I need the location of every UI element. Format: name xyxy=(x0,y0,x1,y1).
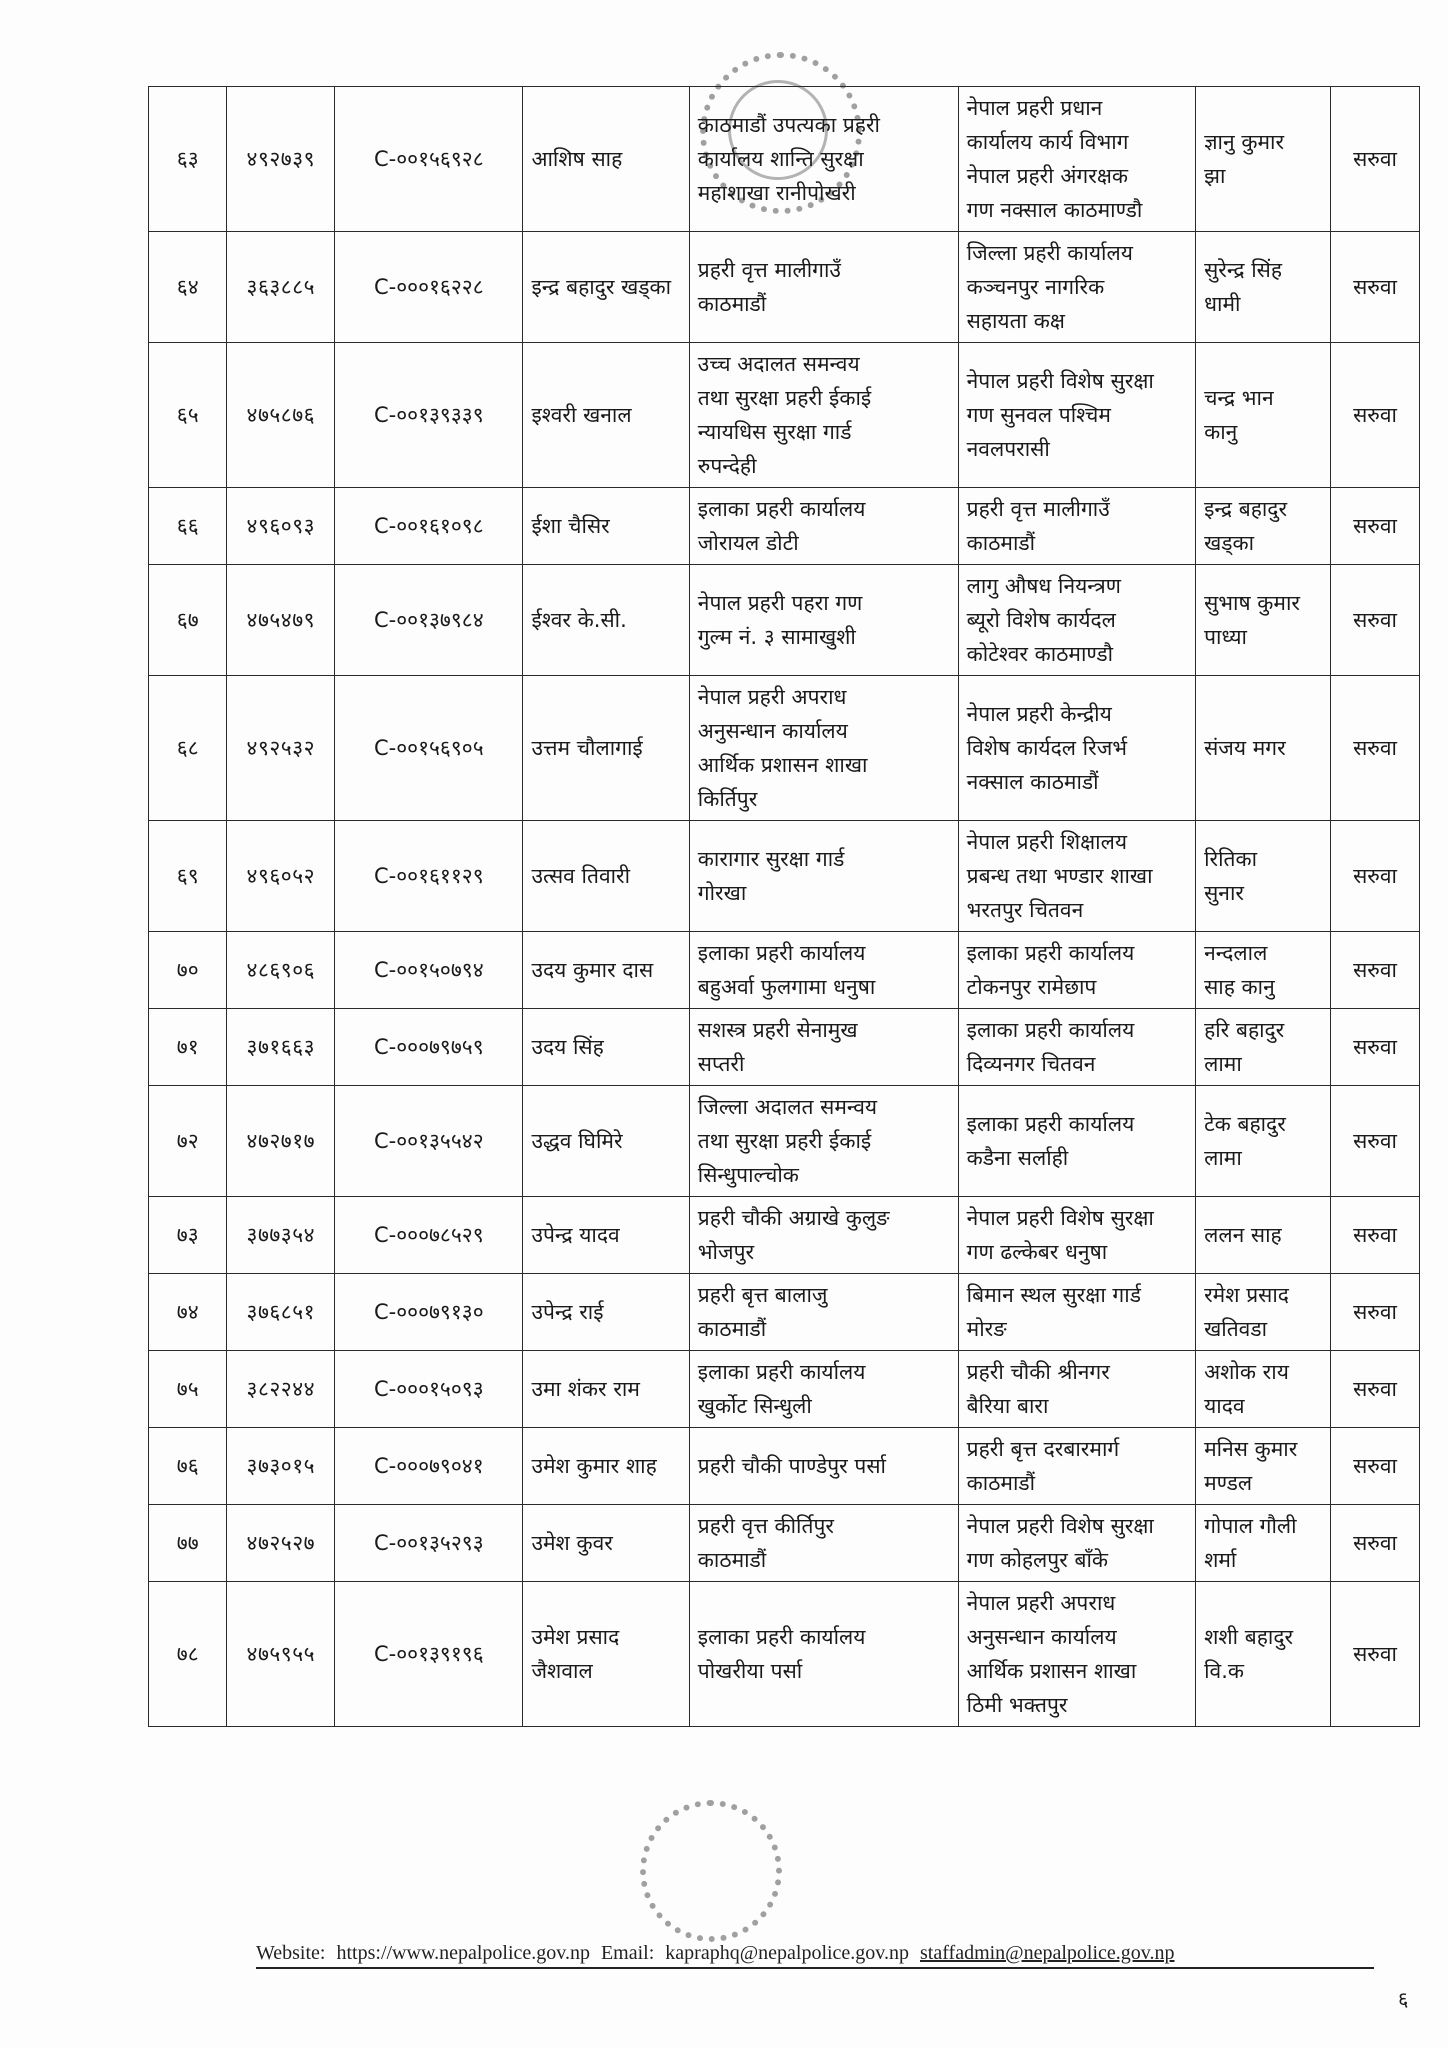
transfer-office-cell xyxy=(958,565,1195,676)
serial-number-cell xyxy=(149,1351,227,1428)
current-office-cell-text: प्रहरी बृत्त बालाजु काठमाडौं xyxy=(697,1283,828,1341)
email-label: Email: xyxy=(600,1942,655,1964)
employee-id-cell xyxy=(227,1505,335,1582)
employee-id-cell-text: ४९२७३९ xyxy=(246,147,316,171)
action-type-cell xyxy=(1331,232,1420,343)
staff-code-cell xyxy=(335,343,523,488)
staff-code-cell-text: C-०००७९७५९ xyxy=(374,1035,484,1059)
serial-number-cell-text: ६४ xyxy=(176,275,199,299)
name-cell xyxy=(523,1086,689,1197)
name-cell xyxy=(523,821,689,932)
serial-number-cell xyxy=(149,565,227,676)
staff-code-cell-text: C-००१३९१९६ xyxy=(374,1642,484,1666)
replacement-cell-text: नन्दलाल साह कानु xyxy=(1204,941,1275,999)
table-row xyxy=(149,488,1420,565)
current-office-cell xyxy=(689,343,958,488)
action-type-cell-text: सरुवा xyxy=(1353,1642,1397,1666)
employee-id-cell-text: ३८२२४४ xyxy=(246,1377,316,1401)
staff-code-cell-text: C-०००१५०९३ xyxy=(374,1377,484,1401)
action-type-cell-text: सरुवा xyxy=(1353,514,1397,538)
table-row xyxy=(149,1428,1420,1505)
employee-id-cell-text: ३७६८५१ xyxy=(246,1300,316,1324)
current-office-cell-text: सशस्त्र प्रहरी सेनामुख सप्तरी xyxy=(697,1018,858,1076)
name-cell xyxy=(523,1428,689,1505)
replacement-cell xyxy=(1196,821,1331,932)
transfer-office-cell-text: प्रहरी चौकी श्रीनगर बैरिया बारा xyxy=(966,1360,1110,1418)
name-cell-text: उद्धव घिमिरे xyxy=(531,1129,623,1153)
staff-code-cell-text: C-००१६११२९ xyxy=(374,864,484,888)
staff-code-cell xyxy=(335,821,523,932)
replacement-cell-text: गोपाल गौली शर्मा xyxy=(1204,1514,1297,1572)
staff-code-cell xyxy=(335,676,523,821)
action-type-cell-text: सरुवा xyxy=(1353,608,1397,632)
current-office-cell xyxy=(689,488,958,565)
employee-id-cell-text: ४७२७१७ xyxy=(246,1129,316,1153)
staff-code-cell xyxy=(335,488,523,565)
table-row xyxy=(149,1197,1420,1274)
name-cell-text: उदय सिंह xyxy=(531,1035,604,1059)
name-cell-text: इश्वरी खनाल xyxy=(531,403,632,427)
staff-code-cell-text: C-००१३५२९३ xyxy=(374,1531,484,1555)
transfer-office-cell-text: नेपाल प्रहरी केन्द्रीय विशेष कार्यदल रिजर्भ नक्साल काठमाडौं xyxy=(966,702,1128,794)
replacement-cell-text: शशी बहादुर वि.क xyxy=(1204,1625,1294,1683)
employee-id-cell xyxy=(227,488,335,565)
employee-id-cell-text: ४७५४७९ xyxy=(246,608,316,632)
current-office-cell xyxy=(689,676,958,821)
employee-id-cell-text: ३७१६६३ xyxy=(246,1035,316,1059)
action-type-cell xyxy=(1331,87,1420,232)
staff-code-cell-text: C-००१५६९२८ xyxy=(374,147,484,171)
employee-id-cell xyxy=(227,1274,335,1351)
transfer-office-cell-text: नेपाल प्रहरी प्रधान कार्यालय कार्य विभाग नेपाल प्रहरी अंगरक्षक गण नक्साल काठमाण्डौ xyxy=(966,96,1143,222)
employee-id-cell xyxy=(227,343,335,488)
staff-code-cell xyxy=(335,1582,523,1727)
action-type-cell-text: सरुवा xyxy=(1353,403,1397,427)
serial-number-cell-text: ६९ xyxy=(176,864,199,888)
employee-id-cell-text: ४७५९५५ xyxy=(246,1642,316,1666)
replacement-cell xyxy=(1196,1505,1331,1582)
transfer-office-cell-text: बिमान स्थल सुरक्षा गार्ड मोरङ xyxy=(966,1283,1141,1341)
transfer-office-cell-text: नेपाल प्रहरी विशेष सुरक्षा गण ढल्केबर धनुषा xyxy=(966,1206,1154,1264)
staff-code-cell xyxy=(335,1197,523,1274)
current-office-cell-text: प्रहरी चौकी पाण्डेपुर पर्सा xyxy=(697,1454,886,1478)
transfer-office-cell xyxy=(958,1505,1195,1582)
staff-code-cell xyxy=(335,1505,523,1582)
staff-code-cell-text: C-००१५६९०५ xyxy=(374,736,484,760)
employee-id-cell-text: ४८६९०६ xyxy=(246,958,316,982)
employee-id-cell-text: ३७३०१५ xyxy=(246,1454,316,1478)
action-type-cell xyxy=(1331,821,1420,932)
staff-code-cell xyxy=(335,932,523,1009)
transfer-office-cell xyxy=(958,1197,1195,1274)
replacement-cell xyxy=(1196,1274,1331,1351)
current-office-cell-text: इलाका प्रहरी कार्यालय बहुअर्वा फुलगामा धनुषा xyxy=(697,941,876,999)
action-type-cell xyxy=(1331,565,1420,676)
employee-id-cell-text: ४७२५२७ xyxy=(246,1531,316,1555)
action-type-cell-text: सरुवा xyxy=(1353,1377,1397,1401)
name-cell xyxy=(523,1009,689,1086)
transfer-office-cell xyxy=(958,488,1195,565)
replacement-cell-text: चन्द्र भान कानु xyxy=(1204,386,1274,444)
current-office-cell xyxy=(689,565,958,676)
transfer-office-cell xyxy=(958,1009,1195,1086)
current-office-cell xyxy=(689,1505,958,1582)
staff-code-cell xyxy=(335,232,523,343)
replacement-cell-text: हरि बहादुर लामा xyxy=(1204,1018,1285,1076)
name-cell-text: उपेन्द्र राई xyxy=(531,1300,604,1324)
serial-number-cell xyxy=(149,676,227,821)
table-row xyxy=(149,821,1420,932)
action-type-cell-text: सरुवा xyxy=(1353,1454,1397,1478)
name-cell xyxy=(523,488,689,565)
transfer-office-cell xyxy=(958,1086,1195,1197)
transfer-office-cell-text: इलाका प्रहरी कार्यालय कडैना सर्लाही xyxy=(966,1112,1135,1170)
transfer-office-cell xyxy=(958,87,1195,232)
replacement-cell-text: ज्ञानु कुमार झा xyxy=(1204,130,1285,188)
name-cell xyxy=(523,676,689,821)
replacement-cell xyxy=(1196,676,1331,821)
transfer-office-cell-text: नेपाल प्रहरी विशेष सुरक्षा गण सुनवल पश्चिम नवलपरासी xyxy=(966,369,1154,461)
action-type-cell xyxy=(1331,1582,1420,1727)
current-office-cell xyxy=(689,1009,958,1086)
replacement-cell xyxy=(1196,1009,1331,1086)
staff-code-cell-text: C-०००१६२२८ xyxy=(374,275,484,299)
serial-number-cell xyxy=(149,232,227,343)
current-office-cell-text: उच्च अदालत समन्वय तथा सुरक्षा प्रहरी ईकाई न्यायधिस सुरक्षा गार्ड रुपन्देही xyxy=(697,352,872,478)
staff-code-cell-text: C-००१३५५४२ xyxy=(374,1129,484,1153)
table-row xyxy=(149,1351,1420,1428)
current-office-cell xyxy=(689,1274,958,1351)
current-office-cell-text: इलाका प्रहरी कार्यालय पोखरीया पर्सा xyxy=(697,1625,866,1683)
name-cell-text: ईश्वर के.सी. xyxy=(531,608,627,632)
replacement-cell xyxy=(1196,1582,1331,1727)
transfer-office-cell xyxy=(958,932,1195,1009)
transfer-office-cell xyxy=(958,676,1195,821)
current-office-cell-text: कारागार सुरक्षा गार्ड गोरखा xyxy=(697,847,845,905)
name-cell-text: आशिष साह xyxy=(531,147,623,171)
serial-number-cell xyxy=(149,1505,227,1582)
serial-number-cell xyxy=(149,821,227,932)
employee-id-cell-text: ४९६०९३ xyxy=(246,514,316,538)
table-row xyxy=(149,1086,1420,1197)
transfer-office-cell xyxy=(958,1351,1195,1428)
employee-id-cell xyxy=(227,1428,335,1505)
current-office-cell-text: काठमाडौं उपत्यका प्रहरी कार्यालय शान्ति सुरक्षा महाशाखा रानीपोखरी xyxy=(697,113,880,205)
name-cell xyxy=(523,1274,689,1351)
name-cell-text: उमा शंकर राम xyxy=(531,1377,640,1401)
table-row xyxy=(149,343,1420,488)
name-cell-text: उत्सव तिवारी xyxy=(531,864,631,888)
serial-number-cell-text: ६७ xyxy=(176,608,199,632)
table-row xyxy=(149,932,1420,1009)
table-row xyxy=(149,676,1420,821)
employee-id-cell xyxy=(227,1009,335,1086)
action-type-cell xyxy=(1331,1274,1420,1351)
replacement-cell-text: रमेश प्रसाद खतिवडा xyxy=(1204,1283,1289,1341)
action-type-cell xyxy=(1331,676,1420,821)
replacement-cell-text: रितिका सुनार xyxy=(1204,847,1258,905)
employee-id-cell xyxy=(227,1582,335,1727)
transfer-office-cell-text: नेपाल प्रहरी अपराध अनुसन्धान कार्यालय आर्थिक प्रशासन शाखा ठिमी भक्तपुर xyxy=(966,1591,1137,1717)
transfer-office-cell xyxy=(958,1582,1195,1727)
staff-code-cell xyxy=(335,1009,523,1086)
staff-code-cell-text: C-०००७९१३० xyxy=(374,1300,484,1324)
staff-code-cell xyxy=(335,87,523,232)
transfer-office-cell-text: इलाका प्रहरी कार्यालय टोकनपुर रामेछाप xyxy=(966,941,1135,999)
employee-id-cell xyxy=(227,232,335,343)
current-office-cell xyxy=(689,1351,958,1428)
staff-code-cell xyxy=(335,1274,523,1351)
action-type-cell xyxy=(1331,932,1420,1009)
action-type-cell xyxy=(1331,1428,1420,1505)
serial-number-cell-text: ७४ xyxy=(176,1300,199,1324)
current-office-cell-text: प्रहरी चौकी अग्राखे कुलुङ भोजपुर xyxy=(697,1206,890,1264)
name-cell-text: उदय कुमार दास xyxy=(531,958,654,982)
employee-id-cell xyxy=(227,565,335,676)
table-row xyxy=(149,87,1420,232)
table-row xyxy=(149,1009,1420,1086)
serial-number-cell xyxy=(149,343,227,488)
name-cell-text: उमेश कुवर xyxy=(531,1531,613,1555)
current-office-cell-text: इलाका प्रहरी कार्यालय खुर्कोट सिन्धुली xyxy=(697,1360,866,1418)
name-cell-text: इन्द्र बहादुर खड्का xyxy=(531,275,672,299)
current-office-cell-text: प्रहरी वृत्त कीर्तिपुर काठमाडौं xyxy=(697,1514,834,1572)
transfer-office-cell xyxy=(958,1428,1195,1505)
current-office-cell xyxy=(689,232,958,343)
action-type-cell-text: सरुवा xyxy=(1353,1300,1397,1324)
name-cell-text: उमेश प्रसाद जैशवाल xyxy=(531,1625,620,1683)
replacement-cell xyxy=(1196,1197,1331,1274)
transfer-office-cell xyxy=(958,821,1195,932)
serial-number-cell xyxy=(149,1428,227,1505)
current-office-cell xyxy=(689,932,958,1009)
serial-number-cell-text: ७६ xyxy=(176,1454,199,1478)
name-cell-text: उपेन्द्र यादव xyxy=(531,1223,620,1247)
replacement-cell xyxy=(1196,565,1331,676)
current-office-cell xyxy=(689,1582,958,1727)
employee-id-cell xyxy=(227,87,335,232)
replacement-cell-text: मनिस कुमार मण्डल xyxy=(1204,1437,1298,1495)
serial-number-cell-text: ७३ xyxy=(176,1223,199,1247)
transfer-office-cell-text: जिल्ला प्रहरी कार्यालय कञ्चनपुर नागरिक सहायता कक्ष xyxy=(966,241,1133,333)
serial-number-cell-text: ७५ xyxy=(176,1377,199,1401)
current-office-cell-text: नेपाल प्रहरी अपराध अनुसन्धान कार्यालय आर्थिक प्रशासन शाखा किर्तिपुर xyxy=(697,685,868,811)
replacement-cell xyxy=(1196,1428,1331,1505)
table-row xyxy=(149,565,1420,676)
replacement-cell-text: इन्द्र बहादुर खड्का xyxy=(1204,497,1288,555)
serial-number-cell-text: ६६ xyxy=(176,514,199,538)
current-office-cell xyxy=(689,1086,958,1197)
employee-id-cell-text: ४७५८७६ xyxy=(246,403,316,427)
employee-id-cell-text: ४९२५३२ xyxy=(246,736,316,760)
serial-number-cell-text: ६८ xyxy=(176,736,199,760)
current-office-cell xyxy=(689,821,958,932)
employee-id-cell xyxy=(227,821,335,932)
action-type-cell-text: सरुवा xyxy=(1353,958,1397,982)
action-type-cell-text: सरुवा xyxy=(1353,275,1397,299)
action-type-cell-text: सरुवा xyxy=(1353,864,1397,888)
employee-id-cell xyxy=(227,1197,335,1274)
employee-id-cell xyxy=(227,1086,335,1197)
serial-number-cell-text: ७१ xyxy=(176,1035,199,1059)
transfer-office-cell-text: प्रहरी बृत्त दरबारमार्ग काठमाडौं xyxy=(966,1437,1120,1495)
footer-contact xyxy=(256,1942,1374,1969)
staff-code-cell xyxy=(335,565,523,676)
action-type-cell-text: सरुवा xyxy=(1353,1035,1397,1059)
name-cell xyxy=(523,343,689,488)
serial-number-cell xyxy=(149,1582,227,1727)
serial-number-cell-text: ७२ xyxy=(176,1129,199,1153)
staff-code-cell-text: C-००१३७९८४ xyxy=(374,608,484,632)
serial-number-cell xyxy=(149,932,227,1009)
serial-number-cell-text: ६३ xyxy=(176,147,199,171)
replacement-cell-text: सुभाष कुमार पाध्या xyxy=(1204,591,1301,649)
transfer-office-cell-text: इलाका प्रहरी कार्यालय दिव्यनगर चितवन xyxy=(966,1018,1135,1076)
staff-code-cell-text: C-००१५०७९४ xyxy=(374,958,484,982)
current-office-cell xyxy=(689,1428,958,1505)
action-type-cell xyxy=(1331,1086,1420,1197)
staff-code-cell xyxy=(335,1086,523,1197)
name-cell xyxy=(523,1582,689,1727)
name-cell-text: ईशा चैसिर xyxy=(531,514,610,538)
action-type-cell xyxy=(1331,488,1420,565)
website-label: Website: xyxy=(256,1942,326,1964)
serial-number-cell-text: ६५ xyxy=(176,403,199,427)
transfer-office-cell xyxy=(958,232,1195,343)
replacement-cell-text: सुरेन्द्र सिंह धामी xyxy=(1204,258,1282,316)
staff-code-cell xyxy=(335,1351,523,1428)
current-office-cell xyxy=(689,87,958,232)
action-type-cell-text: सरुवा xyxy=(1353,1129,1397,1153)
serial-number-cell xyxy=(149,488,227,565)
current-office-cell xyxy=(689,1197,958,1274)
name-cell-text: उमेश कुमार शाह xyxy=(531,1454,657,1478)
table-row xyxy=(149,232,1420,343)
action-type-cell xyxy=(1331,1505,1420,1582)
action-type-cell-text: सरुवा xyxy=(1353,736,1397,760)
replacement-cell xyxy=(1196,1086,1331,1197)
replacement-cell xyxy=(1196,1351,1331,1428)
serial-number-cell xyxy=(149,1197,227,1274)
replacement-cell xyxy=(1196,87,1331,232)
action-type-cell xyxy=(1331,343,1420,488)
name-cell xyxy=(523,1505,689,1582)
page-number: ६ xyxy=(1398,1987,1409,2011)
transfer-office-cell-text: लागु औषध नियन्त्रण ब्यूरो विशेष कार्यदल कोटेश्वर काठमाण्डौ xyxy=(966,574,1121,666)
serial-number-cell xyxy=(149,1274,227,1351)
action-type-cell xyxy=(1331,1009,1420,1086)
replacement-cell xyxy=(1196,232,1331,343)
transfer-office-cell xyxy=(958,343,1195,488)
transfer-office-cell-text: प्रहरी वृत्त मालीगाउँ काठमाडौं xyxy=(966,497,1110,555)
replacement-cell-text: ललन साह xyxy=(1204,1223,1282,1247)
table-row xyxy=(149,1582,1420,1727)
transfer-office-cell-text: नेपाल प्रहरी शिक्षालय प्रबन्ध तथा भण्डार शाखा भरतपुर चितवन xyxy=(966,830,1153,922)
action-type-cell xyxy=(1331,1197,1420,1274)
transfer-table xyxy=(148,86,1420,1727)
current-office-cell-text: इलाका प्रहरी कार्यालय जोरायल डोटी xyxy=(697,497,866,555)
table-row xyxy=(149,1505,1420,1582)
action-type-cell-text: सरुवा xyxy=(1353,147,1397,171)
serial-number-cell-text: ७८ xyxy=(176,1642,199,1666)
serial-number-cell-text: ७० xyxy=(176,958,199,982)
email-link-1[interactable]: kapraphq@nepalpolice.gov.np xyxy=(665,1942,910,1964)
name-cell xyxy=(523,232,689,343)
transfer-office-cell xyxy=(958,1274,1195,1351)
email-link-2[interactable]: staffadmin@nepalpolice.gov.np xyxy=(920,1942,1175,1964)
action-type-cell-text: सरुवा xyxy=(1353,1531,1397,1555)
serial-number-cell xyxy=(149,1086,227,1197)
replacement-cell-text: अशोक राय यादव xyxy=(1204,1360,1289,1418)
name-cell xyxy=(523,87,689,232)
employee-id-cell xyxy=(227,1351,335,1428)
staff-code-cell-text: C-००१३९३३९ xyxy=(374,403,484,427)
replacement-cell xyxy=(1196,932,1331,1009)
current-office-cell-text: नेपाल प्रहरी पहरा गण गुल्म नं. ३ सामाखुशी xyxy=(697,591,863,649)
staff-code-cell-text: C-००१६१०९८ xyxy=(374,514,484,538)
name-cell xyxy=(523,932,689,1009)
website-link[interactable]: https://www.nepalpolice.gov.np xyxy=(336,1942,590,1964)
serial-number-cell-text: ७७ xyxy=(176,1531,199,1555)
table-row xyxy=(149,1274,1420,1351)
name-cell xyxy=(523,1197,689,1274)
employee-id-cell-text: ३६३८८५ xyxy=(246,275,316,299)
replacement-cell xyxy=(1196,488,1331,565)
staff-code-cell-text: C-०००७८५२९ xyxy=(374,1223,484,1247)
official-seal-stamp-bottom xyxy=(640,1800,782,1942)
action-type-cell-text: सरुवा xyxy=(1353,1223,1397,1247)
current-office-cell-text: प्रहरी वृत्त मालीगाउँ काठमाडौं xyxy=(697,258,841,316)
action-type-cell xyxy=(1331,1351,1420,1428)
replacement-cell-text: टेक बहादुर लामा xyxy=(1204,1112,1286,1170)
name-cell xyxy=(523,565,689,676)
staff-code-cell-text: C-०००७९०४१ xyxy=(374,1454,484,1478)
employee-id-cell xyxy=(227,932,335,1009)
name-cell-text: उत्तम चौलागाई xyxy=(531,736,643,760)
current-office-cell-text: जिल्ला अदालत समन्वय तथा सुरक्षा प्रहरी ईकाई सिन्धुपाल्चोक xyxy=(697,1095,878,1187)
replacement-cell-text: संजय मगर xyxy=(1204,736,1286,760)
employee-id-cell-text: ४९६०५२ xyxy=(246,864,316,888)
replacement-cell xyxy=(1196,343,1331,488)
serial-number-cell xyxy=(149,87,227,232)
transfer-office-cell-text: नेपाल प्रहरी विशेष सुरक्षा गण कोहलपुर बाँके xyxy=(966,1514,1154,1572)
staff-code-cell xyxy=(335,1428,523,1505)
employee-id-cell-text: ३७७३५४ xyxy=(246,1223,316,1247)
name-cell xyxy=(523,1351,689,1428)
serial-number-cell xyxy=(149,1009,227,1086)
employee-id-cell xyxy=(227,676,335,821)
